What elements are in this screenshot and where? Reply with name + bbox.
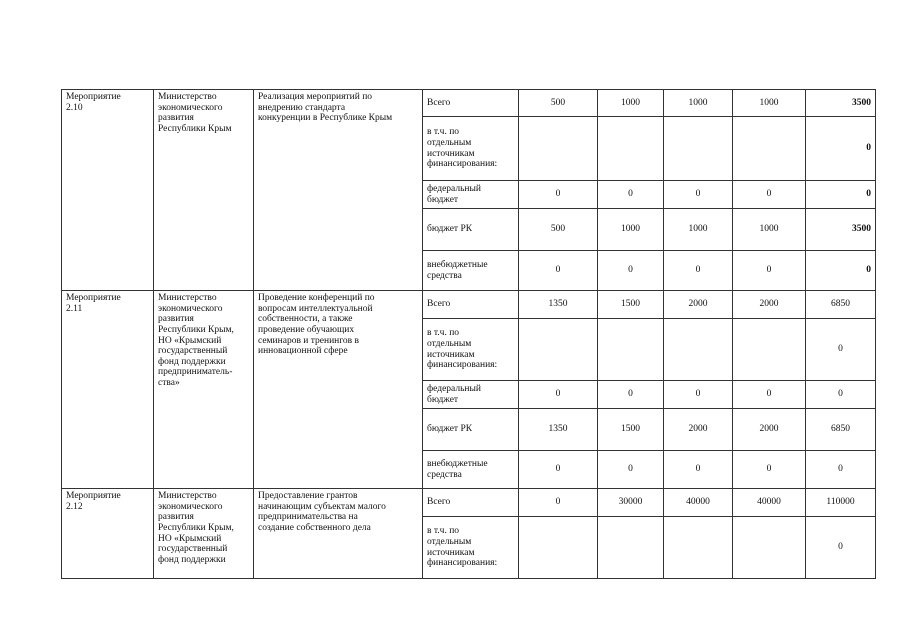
total-cell: 0 [806, 319, 876, 381]
measure-description: Предоставление грантов начинающим субъектам малого предпринимательства на создание собственного дела [254, 489, 423, 579]
value-cell: 500 [519, 209, 598, 251]
value-cell: 0 [733, 451, 806, 489]
measure-description: Проведение конференций по вопросам интеллектуальной собственности, а также проведение обучающих семинаров и тренингов в инновационной сфере [254, 291, 423, 489]
value-cell: 1000 [664, 90, 733, 117]
value-cell: 1000 [664, 209, 733, 251]
value-cell [733, 319, 806, 381]
measure-id: Мероприятие 2.11 [62, 291, 154, 489]
funding-source-label: Всего [423, 291, 519, 319]
value-cell: 0 [664, 251, 733, 291]
value-cell: 0 [664, 381, 733, 409]
value-cell: 2000 [664, 409, 733, 451]
value-cell: 1500 [598, 409, 664, 451]
value-cell: 2000 [664, 291, 733, 319]
total-cell: 0 [806, 381, 876, 409]
funding-source-label: бюджет РК [423, 409, 519, 451]
value-cell: 2000 [733, 291, 806, 319]
total-cell: 3500 [806, 209, 876, 251]
value-cell: 1000 [598, 90, 664, 117]
value-cell [598, 517, 664, 579]
value-cell: 0 [664, 181, 733, 209]
value-cell: 2000 [733, 409, 806, 451]
value-cell: 0 [664, 451, 733, 489]
measure-executor: Министерство экономического развития Республики Крым, НО «Крымский государственный фонд поддержки [154, 489, 254, 579]
total-cell: 6850 [806, 409, 876, 451]
value-cell [664, 517, 733, 579]
value-cell [519, 117, 598, 181]
value-cell: 0 [519, 451, 598, 489]
funding-source-label: Всего [423, 489, 519, 517]
funding-source-label: федеральный бюджет [423, 381, 519, 409]
value-cell [733, 117, 806, 181]
value-cell: 0 [733, 251, 806, 291]
value-cell: 0 [733, 181, 806, 209]
value-cell: 500 [519, 90, 598, 117]
funding-source-label: внебюджетные средства [423, 451, 519, 489]
total-cell: 0 [806, 251, 876, 291]
total-cell: 0 [806, 517, 876, 579]
value-cell: 0 [519, 489, 598, 517]
funding-source-label: в т.ч. по отдельным источникам финансирования: [423, 319, 519, 381]
value-cell: 30000 [598, 489, 664, 517]
value-cell [598, 319, 664, 381]
value-cell: 0 [598, 181, 664, 209]
value-cell: 1500 [598, 291, 664, 319]
value-cell: 1000 [733, 90, 806, 117]
total-cell: 0 [806, 117, 876, 181]
total-cell: 6850 [806, 291, 876, 319]
funding-source-label: Всего [423, 90, 519, 117]
measure-id: Мероприятие 2.10 [62, 90, 154, 291]
value-cell [519, 319, 598, 381]
value-cell: 1350 [519, 291, 598, 319]
value-cell: 40000 [664, 489, 733, 517]
total-cell: 3500 [806, 90, 876, 117]
value-cell [519, 517, 598, 579]
value-cell: 1350 [519, 409, 598, 451]
measure-id: Мероприятие 2.12 [62, 489, 154, 579]
value-cell [733, 517, 806, 579]
funding-source-label: в т.ч. по отдельным источникам финансирования: [423, 517, 519, 579]
funding-source-label: федеральный бюджет [423, 181, 519, 209]
table-row [62, 489, 876, 517]
value-cell: 0 [598, 381, 664, 409]
value-cell: 0 [598, 451, 664, 489]
value-cell: 1000 [733, 209, 806, 251]
measure-executor: Министерство экономического развития Республики Крым [154, 90, 254, 291]
value-cell: 40000 [733, 489, 806, 517]
financing-table [61, 89, 876, 579]
total-cell: 0 [806, 181, 876, 209]
value-cell [598, 117, 664, 181]
value-cell: 0 [733, 381, 806, 409]
value-cell [664, 319, 733, 381]
value-cell: 0 [519, 381, 598, 409]
total-cell: 110000 [806, 489, 876, 517]
measure-description: Реализация мероприятий по внедрению стандарта конкуренции в Республике Крым [254, 90, 423, 291]
value-cell: 1000 [598, 209, 664, 251]
measure-executor: Министерство экономического развития Республики Крым, НО «Крымский государственный фонд поддержки предприниматель- ства» [154, 291, 254, 489]
table-row [62, 291, 876, 319]
value-cell [664, 117, 733, 181]
value-cell: 0 [519, 181, 598, 209]
funding-source-label: в т.ч. по отдельным источникам финансирования: [423, 117, 519, 181]
total-cell: 0 [806, 451, 876, 489]
value-cell: 0 [519, 251, 598, 291]
funding-source-label: внебюджетные средства [423, 251, 519, 291]
table-row [62, 90, 876, 117]
value-cell: 0 [598, 251, 664, 291]
funding-source-label: бюджет РК [423, 209, 519, 251]
